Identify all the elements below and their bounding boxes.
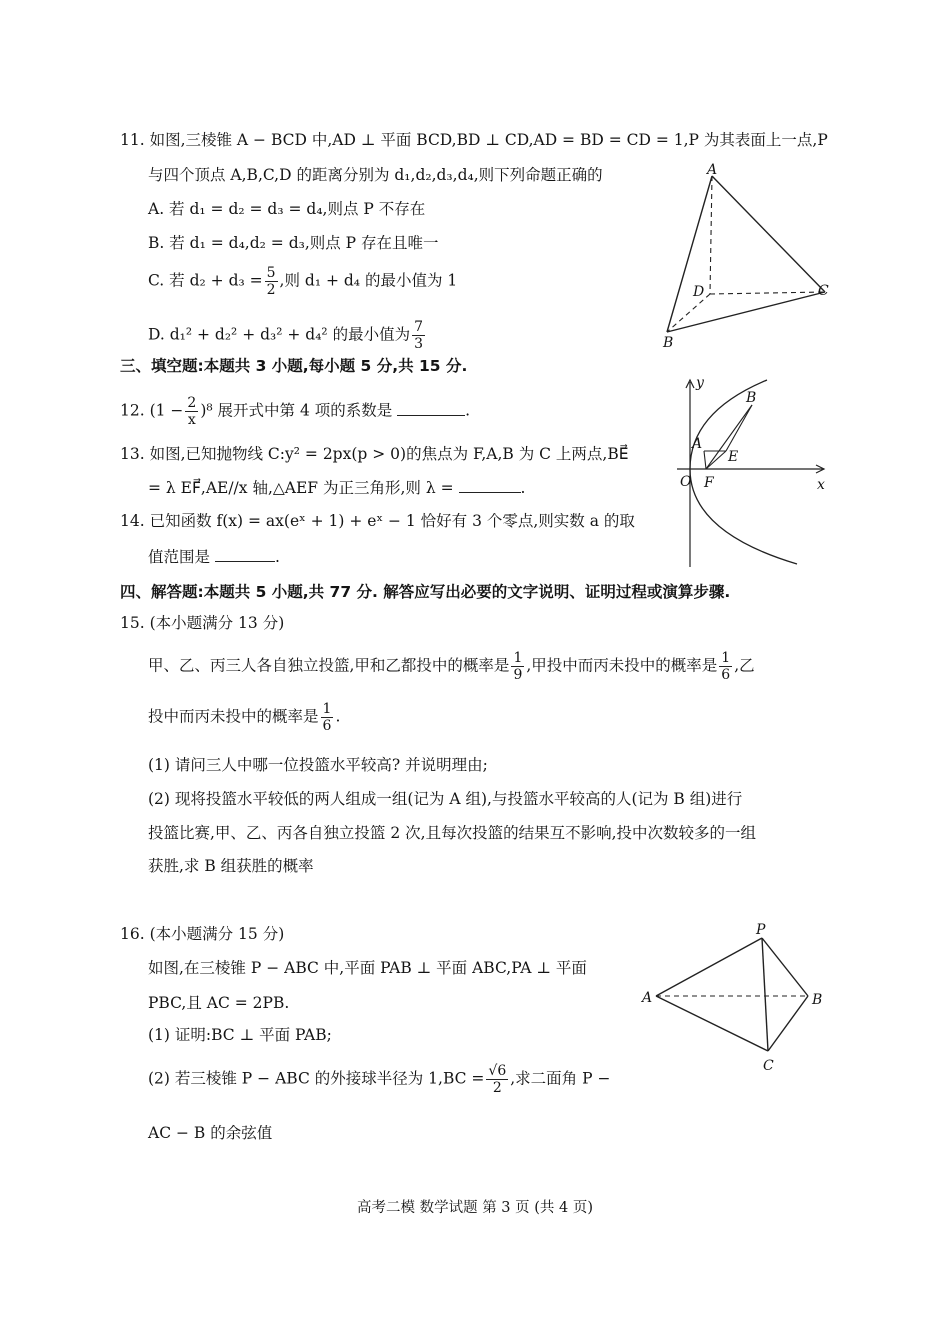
label-e: E bbox=[728, 449, 739, 465]
q16-line1: 如图,在三棱锥 P − ABC 中,平面 PAB ⊥ 平面 ABC,PA ⊥ 平面 bbox=[148, 959, 587, 977]
answer-blank[interactable] bbox=[397, 401, 465, 416]
q15-sub2-line3: 获胜,求 B 组获胜的概率 bbox=[148, 857, 314, 875]
fraction: $\frac{2}{x}$ bbox=[187, 395, 197, 428]
q11-option-d: D. d₁² + d₂² + d₃² + d₄² 的最小值为 $\frac{7}{3}$ bbox=[148, 319, 423, 352]
section-3-heading: 三、填空题:本题共 3 小题,每小题 5 分,共 15 分. bbox=[120, 357, 468, 375]
label-a: A bbox=[642, 990, 653, 1006]
label-a: A bbox=[707, 162, 718, 178]
fraction: $\frac{√6}{2}$ bbox=[488, 1063, 507, 1096]
q14-line2: 值范围是 . bbox=[148, 548, 280, 566]
q11-option-c: C. 若 d₂ + d₃ = $\frac{5}{2}$ ,则 d₁ + d₄ 的最小值为 1 bbox=[148, 265, 458, 298]
q15-paragraph-line1: 甲、乙、丙三人各自独立投篮,甲和乙都投中的概率是 $\frac{1}{9}$ ,甲投中而丙未投中的概率是 $\frac{1}{6}$ ,乙 bbox=[148, 650, 755, 683]
fraction: $\frac{7}{3}$ bbox=[414, 319, 423, 352]
q16-tetrahedron-figure bbox=[640, 918, 840, 1078]
q16-heading: 16. (本小题满分 15 分) bbox=[120, 925, 285, 943]
q11-line2: 与四个顶点 A,B,C,D 的距离分别为 d₁,d₂,d₃,d₄,则下列命题正确的 bbox=[148, 166, 603, 184]
q16-sub2-line2: AC − B 的余弦值 bbox=[148, 1124, 273, 1142]
q11-option-b: B. 若 d₁ = d₄,d₂ = d₃,则点 P 存在且唯一 bbox=[148, 234, 439, 252]
q15-sub2-line2: 投篮比赛,甲、乙、丙各自独立投篮 2 次,且每次投篮的结果互不影响,投中次数较多的一组 bbox=[148, 824, 756, 842]
page-footer: 高考二模 数学试题 第 3 页 (共 4 页) bbox=[356, 1200, 594, 1216]
label-o: O bbox=[680, 474, 692, 490]
label-c: C bbox=[763, 1058, 774, 1074]
label-b: B bbox=[746, 390, 757, 406]
q15-heading: 15. (本小题满分 13 分) bbox=[120, 614, 285, 632]
q13-line1: 13. 如图,已知抛物线 C:y² = 2px(p > 0)的焦点为 F,A,B 为 C 上两点,BE⃗ bbox=[120, 445, 629, 463]
label-b: B bbox=[663, 335, 674, 350]
q15-sub2-line1: (2) 现将投篮水平较低的两人组成一组(记为 A 组),与投篮水平较高的人(记为 B 组)进行 bbox=[148, 790, 743, 808]
fraction: $\frac{1}{9}$ bbox=[513, 650, 523, 683]
answer-blank[interactable] bbox=[215, 547, 275, 562]
label-c: C bbox=[818, 283, 829, 299]
q11-option-a: A. 若 d₁ = d₂ = d₃ = d₄,则点 P 不存在 bbox=[148, 200, 426, 218]
q11-tetrahedron-figure bbox=[655, 160, 840, 350]
section-4-heading: 四、解答题:本题共 5 小题,共 77 分. 解答应写出必要的文字说明、证明过程或演算步骤. bbox=[120, 583, 731, 601]
answer-blank[interactable] bbox=[459, 478, 521, 493]
q16-sub1: (1) 证明:BC ⊥ 平面 PAB; bbox=[148, 1026, 332, 1044]
fraction: $\frac{5}{2}$ bbox=[266, 265, 276, 298]
label-d: D bbox=[693, 284, 705, 300]
q12: 12. (1 − $\frac{2}{x}$ )⁸ 展开式中第 4 项的系数是 . bbox=[120, 395, 471, 428]
label-y: y bbox=[696, 375, 704, 391]
label-a: A bbox=[692, 436, 703, 452]
label-x: x bbox=[817, 477, 825, 493]
fraction: $\frac{1}{6}$ bbox=[322, 701, 332, 734]
q11-line1: 11. 如图,三棱锥 A − BCD 中,AD ⊥ 平面 BCD,BD ⊥ CD,AD = BD = CD = 1,P 为其表面上一点,P bbox=[120, 131, 828, 149]
fraction: $\frac{1}{6}$ bbox=[721, 650, 731, 683]
label-p: P bbox=[756, 922, 766, 938]
label-b: B bbox=[812, 992, 823, 1008]
q16-line2: PBC,且 AC = 2PB. bbox=[148, 994, 290, 1012]
q13-line2: = λ EF⃗,AE//x 轴,△AEF 为正三角形,则 λ = . bbox=[148, 479, 526, 497]
q13-parabola-figure bbox=[672, 372, 832, 572]
q15-paragraph-line2: 投中而丙未投中的概率是 $\frac{1}{6}$ . bbox=[148, 701, 341, 734]
q15-sub1: (1) 请问三人中哪一位投篮水平较高? 并说明理由; bbox=[148, 756, 488, 774]
q16-sub2-line1: (2) 若三棱锥 P − ABC 的外接球半径为 1,BC = $\frac{√6}{2}$ ,求二面角 P − bbox=[148, 1063, 611, 1096]
q14-line1: 14. 已知函数 f(x) = ax(eˣ + 1) + eˣ − 1 恰好有 3 个零点,则实数 a 的取 bbox=[120, 512, 635, 530]
label-f: F bbox=[704, 475, 714, 491]
